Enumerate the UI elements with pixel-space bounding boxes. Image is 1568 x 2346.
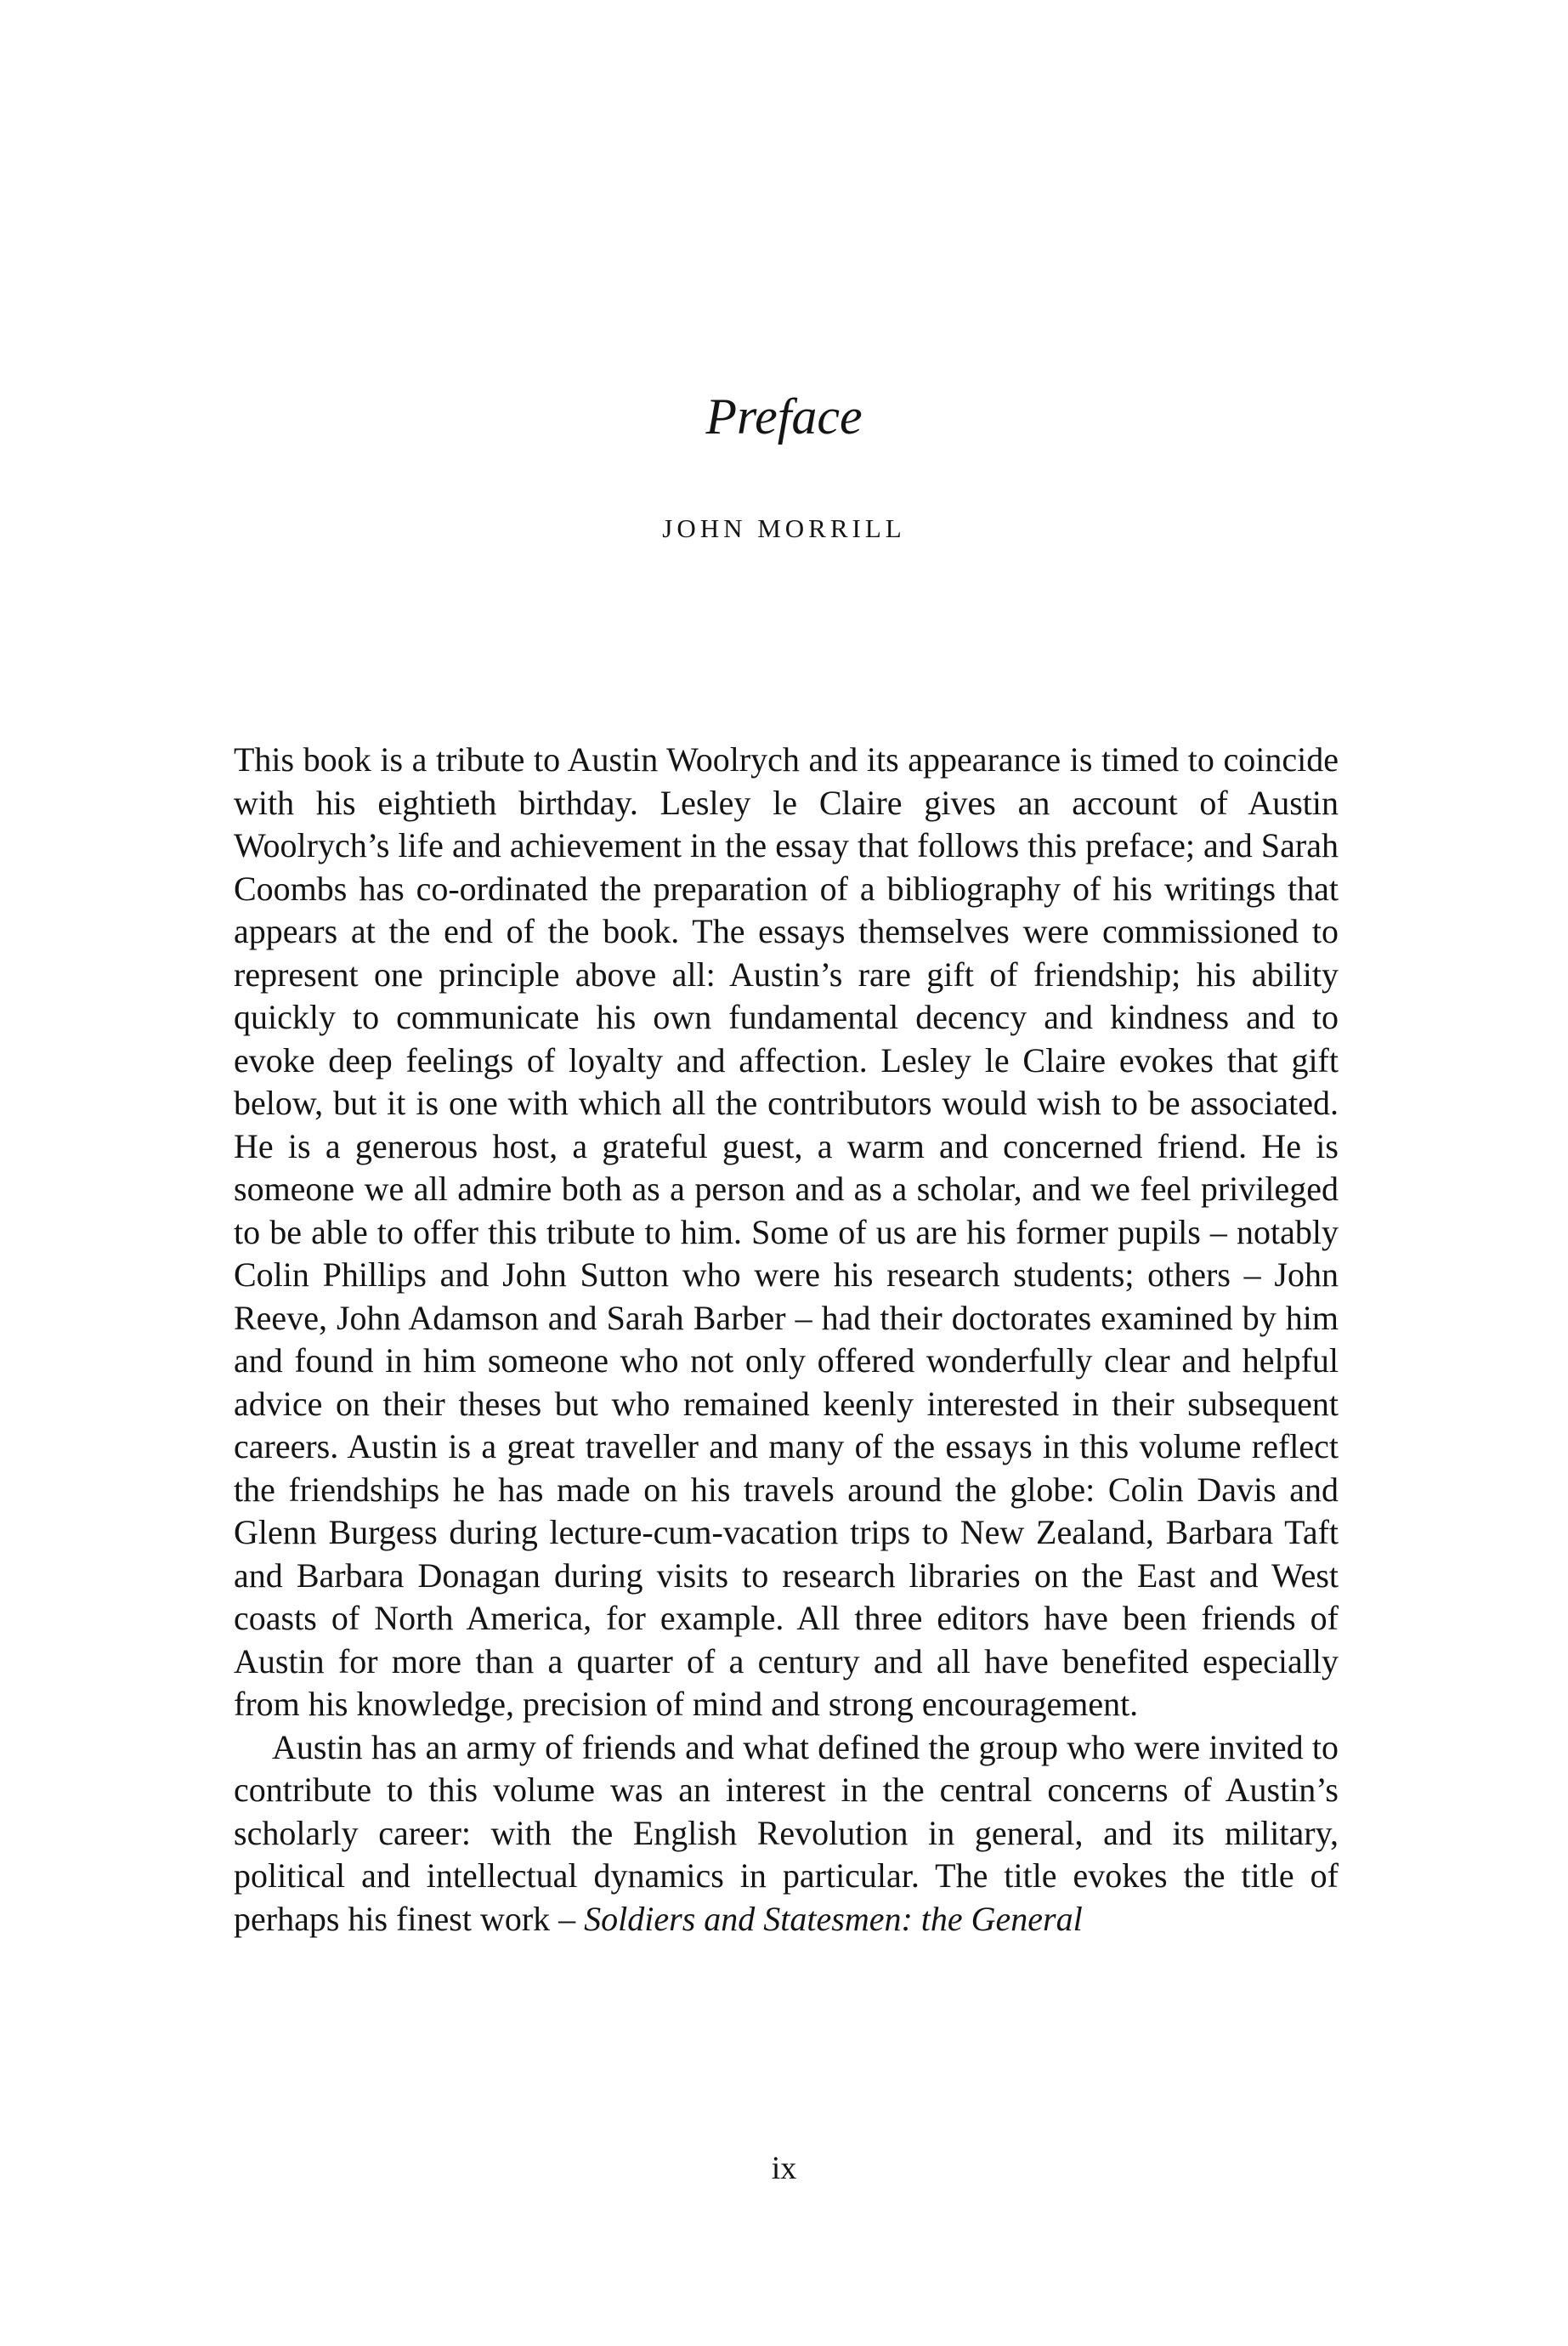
paragraph-2: [234, 1726, 1339, 1941]
body-text: [234, 739, 1339, 1941]
paragraph-1: This book is a tribute to Austin Woolrych and its appearance is timed to coincide with his eightieth birthday. Lesley le Claire gives an account of Austin Woolrych’s life and achievement in the essay that follows this preface; and Sarah Coombs has co-ordinated the preparation of a bibliography of his writings that appears at the end of the book. The essays themselves were commissioned to represent one principle above all: Austin’s rare gift of friendship; his ability quickly to communicate his own fundamental decency and kindness and to evoke deep feelings of loyalty and affection. Lesley le Claire evokes that gift below, but it is one with which all the contributors would wish to be associated. He is a generous host, a grateful guest, a warm and concerned friend. He is someone we all admire both as a person and as a scholar, and we feel privileged to be able to offer this tribute to him. Some of us are his former pupils – notably Colin Phillips and John Sutton who were his research students; others – John Reeve, John Adamson and Sarah Barber – had their doctorates examined by him and found in him someone who not only offered wonderfully clear and helpful advice on their theses but who remained keenly interested in their subsequent careers. Austin is a great traveller and many of the essays in this volume reflect the friendships he has made on his travels around the globe: Colin Davis and Glenn Burgess during lecture-cum-vacation trips to New Zealand, Barbara Taft and Barbara Donagan during visits to research libraries on the East and West coasts of North America, for example. All three editors have been friends of Austin for more than a quarter of a century and all have benefited especially from his knowledge, precision of mind and strong encouragement.: [234, 740, 1339, 1723]
paragraph-2-book-title: Soldiers and Statesmen: the General: [584, 1899, 1083, 1938]
chapter-title: Preface: [705, 388, 863, 445]
chapter-author: JOHN MORRILL: [662, 513, 906, 543]
paragraph-2-text: Austin has an army of friends and what defined the group who were invited to contribute to this volume was an interest in the central concerns of Austin’s scholarly career: with the English Revolution in general, and its military, political and intellectual dynamics in particular. The title evokes the title of perhaps his finest work –: [234, 1727, 1339, 1938]
page-number: ix: [771, 2150, 797, 2186]
